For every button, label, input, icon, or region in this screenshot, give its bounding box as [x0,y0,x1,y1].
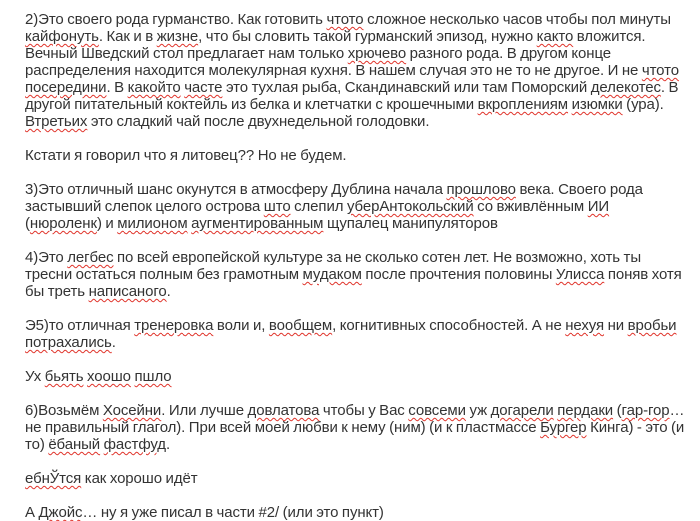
text-run: это сладкий чай после двухнедельной голодовки. [87,113,430,130]
misspelled-word: аугментированным [191,215,324,232]
misspelled-word: делекотес [590,79,661,96]
text-run: Э5)то отличная [25,317,135,334]
text-run: Кинга) - это (и то) [25,419,685,453]
text-run: . В [106,79,128,96]
misspelled-word: нехуя [565,317,605,334]
text-run: . [165,436,171,453]
text-run: со вживлённым [473,198,588,215]
text-run: щупалец манипуляторов [323,215,498,232]
misspelled-word: довлатова [247,402,320,419]
misspelled-word: вообщем [268,317,333,334]
text-run: Ух [25,368,45,385]
misspelled-word: жизне [156,28,199,45]
misspelled-word: ИИ [587,198,610,215]
document-body [25,11,685,521]
text-run: А [25,504,39,521]
text-run: , что бы словить такой гурманский эпизод, нужно [198,28,537,45]
text-run: сложное несколько часов чтобы пол минуты [363,11,671,28]
misspelled-word: фастфуд [103,436,166,453]
misspelled-word: пердаки [557,402,614,419]
text-run: . Или лучше [161,402,248,419]
text-run: чтобы у Вас [319,402,409,419]
misspelled-word: Улисса [555,266,605,283]
text-run: ) и [96,215,118,232]
text-run: … не правильный глагол). При всей моей любви к нему (ним) (и к пластмассе [25,402,685,436]
misspelled-word: както [536,28,574,45]
text-run: по всей европейской культуре за не сколько сотен лет. Не возможно, хоть ты тресни остаться полным без грамотным [25,249,642,283]
misspelled-word: уберАнтокольский [346,198,474,215]
text-run: как хорошо идёт [81,470,198,487]
text-run: . [111,334,116,351]
misspelled-word: догарели [490,402,554,419]
text-run: 2)Это своего рода гурманство. Как готовить [25,11,327,28]
misspelled-word: написаного [88,283,167,300]
text-run: слепил [290,198,347,215]
text-run: (ура). [622,96,664,113]
text-run: 3)Это отличный шанс окунутся в атмосферу Дублина начала [25,181,447,198]
paragraph-exclamation [25,368,685,385]
misspelled-word: ёбаный [48,436,101,453]
misspelled-word: гар-гор [621,402,670,419]
misspelled-word: прошлово [446,181,516,198]
text-run: века. Своего рода застывший слепок целого острова [25,181,643,215]
misspelled-word: часте [184,79,223,96]
misspelled-word: легбес [67,249,114,266]
text-run: … ну я уже писал в части #2/ (или это пункт) [82,504,384,521]
text-run: поняв хотя бы треть [25,266,682,300]
misspelled-word: чтото [641,62,679,79]
text-run: это тухлая рыба, Скандинавский или там Поморский [222,79,591,96]
misspelled-word: чтото [326,11,364,28]
text-run: 6)Возьмём [25,402,103,419]
misspelled-word: нюроленк [29,215,97,232]
misspelled-word: мудаком [302,266,362,283]
misspelled-word: Джойс [38,504,83,521]
paragraph-3-dublin [25,181,685,232]
text-run: . [166,283,171,300]
misspelled-word: какойто [127,79,181,96]
misspelled-word: Втретьих [25,113,88,130]
text-run: воли и, [213,317,269,334]
text-run: уж [465,402,491,419]
paragraph-4-culture [25,249,685,300]
misspelled-word: тренеровка [134,317,214,334]
text-run: ни [604,317,628,334]
paragraph-6-hosseini [25,402,685,453]
text-run: . Как и в [98,28,157,45]
misspelled-word: хоошо [87,368,131,385]
misspelled-word: што [263,198,291,215]
misspelled-word: потрахались [25,334,112,351]
paragraph-going-well [25,470,685,487]
misspelled-word: милионом [117,215,188,232]
misspelled-word: ебнЎтся [25,470,82,487]
misspelled-word: изюмки [571,96,623,113]
misspelled-word: хрючево [347,45,407,62]
text-run: , когнитивных способностей. А не [332,317,566,334]
text-run: ( [613,402,622,419]
misspelled-word: совсеми [408,402,466,419]
text-run: Кстати я говорил что я литовец?? Но не будем. [25,147,347,164]
paragraph-5-training [25,317,685,351]
misspelled-word: кайфонуть [25,28,99,45]
paragraph-lithuanian [25,147,685,164]
text-run: вложится. Вечный Шведский стол предлагает нам только [25,28,646,62]
text-run: 4)Это [25,249,68,266]
text-run: после прочтения половины [361,266,556,283]
misspelled-word: Бургер [540,419,587,436]
text-run: . В другой питательный коктейль из белка и клетчатки с крошечными [25,79,679,113]
misspelled-word: Хосейни [102,402,162,419]
text-run: ( [25,215,30,232]
text-run: разного рода. В другом конце распределения находится молекулярная кухня. В нашем случая это не то не другое. И не [25,45,642,79]
misspelled-word: посередини [25,79,107,96]
misspelled-word: бьять [44,368,84,385]
misspelled-word: вробьи [627,317,677,334]
paragraph-2-gourmet [25,11,685,130]
misspelled-word: вкроплениям [477,96,569,113]
misspelled-word: пшло [134,368,172,385]
